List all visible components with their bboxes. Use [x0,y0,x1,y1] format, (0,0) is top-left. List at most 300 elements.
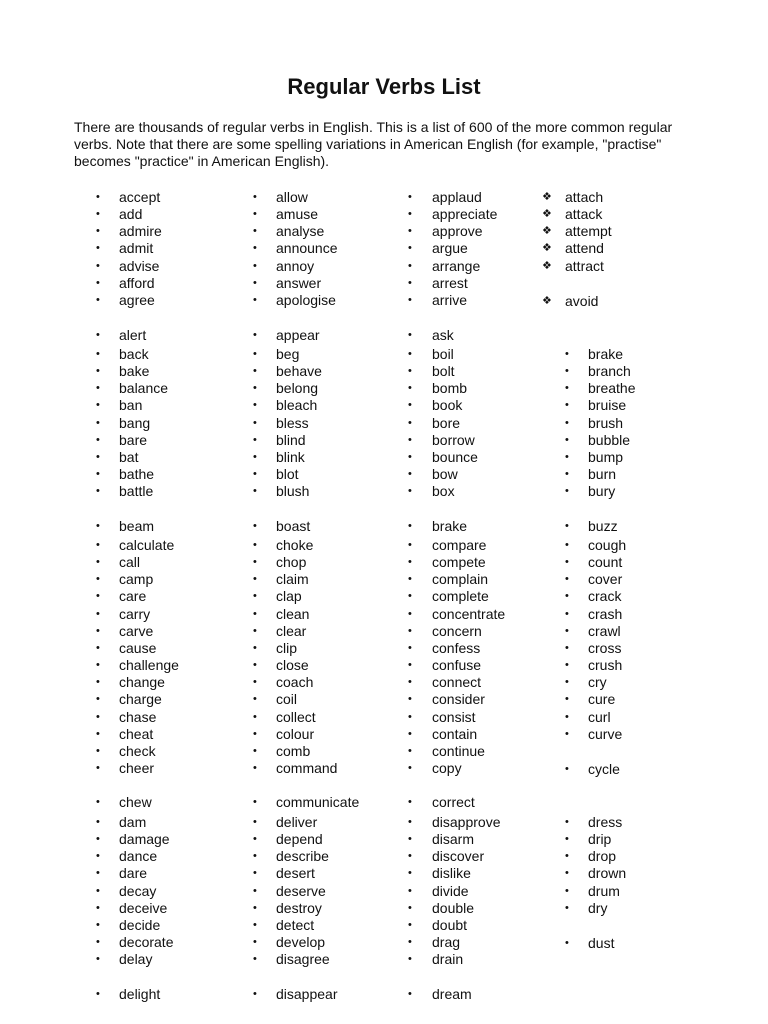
verb-item: contain [432,725,478,742]
verb-item: cover [588,571,623,588]
verb-item: bomb [432,380,468,397]
bullet-icon: • [253,833,257,846]
verb-item: drop [588,848,617,865]
verb-item: arrange [432,257,481,274]
verb-item: double [432,899,475,916]
bullet-icon: • [253,468,257,481]
bullet-icon: • [96,191,100,203]
bullet-icon: • [565,468,569,481]
bullet-icon: • [96,276,100,289]
verb-item: curve [588,725,623,742]
bullet-icon: • [565,641,569,654]
verb-item: bleach [276,397,318,414]
bullet-icon: • [253,416,257,429]
verb-item: box [432,483,455,500]
verb-item: bow [432,466,458,483]
verb-item: arrest [432,274,468,291]
bullet-icon: • [96,242,100,255]
bullet-icon: • [565,433,569,446]
verb-item: challenge [119,657,179,674]
verb-item: annoy [276,257,315,274]
bullet-icon: • [565,816,569,828]
bullet-icon: • [253,433,257,446]
bullet-icon: • [96,539,100,551]
bullet-icon: • [96,727,100,740]
bullet-icon: • [96,520,100,532]
verb-item: consider [432,691,485,708]
bullet-icon: • [565,676,569,689]
bullet-icon: • [253,676,257,689]
bullet-icon: • [253,641,257,654]
bullet-icon: • [408,468,412,481]
verb-item: dislike [432,865,471,882]
verb-item: accept [119,189,161,205]
verb-item: cure [588,691,616,708]
diamond-bullet-icon: ❖ [542,242,552,255]
bullet-icon: • [408,918,412,931]
bullet-icon: • [565,382,569,395]
bullet-icon: • [96,659,100,672]
verb-item: dance [119,848,158,865]
bullet-icon: • [408,573,412,586]
verb-item: depend [276,831,323,848]
verb-item: blind [276,431,306,448]
diamond-bullet-icon: ❖ [542,294,552,307]
bullet-icon: • [408,399,412,412]
bullet-icon: • [565,348,569,360]
bullet-icon: • [96,399,100,412]
verb-item: arrive [432,291,468,308]
verb-item: decide [119,916,161,933]
verb-item: desert [276,865,315,882]
verb-item: allow [276,189,308,205]
verb-item: delight [119,986,161,1002]
bullet-icon: • [565,867,569,880]
bullet-icon: • [408,727,412,740]
verb-item: drag [432,934,461,951]
bullet-icon: • [408,744,412,757]
verb-item: concentrate [432,605,506,622]
bullet-icon: • [565,762,569,775]
bullet-icon: • [408,382,412,395]
verb-item: coach [276,674,314,691]
verb-item: compare [432,537,487,553]
diamond-bullet-icon: ❖ [542,259,552,272]
bullet-icon: • [408,988,412,1000]
verb-item: cheer [119,759,155,776]
bullet-icon: • [408,348,412,360]
verb-item: continue [432,742,485,759]
verb-item: dream [432,986,472,1002]
verb-item: bolt [432,363,455,380]
bullet-icon: • [408,416,412,429]
bullet-icon: • [96,259,100,272]
bullet-icon: • [565,416,569,429]
verb-item: disagree [276,951,330,968]
verb-item: dry [588,899,608,916]
verb-item: dress [588,814,623,830]
verb-item: bruise [588,397,627,414]
verb-item: boast [276,518,311,534]
verb-item: change [119,674,165,691]
verb-item: disappear [276,986,338,1002]
verb-item: behave [276,363,322,380]
bullet-icon: • [408,641,412,654]
verb-item: consist [432,708,476,725]
verb-item: brake [432,518,468,534]
bullet-icon: • [253,761,257,774]
bullet-icon: • [253,901,257,914]
verb-item: blot [276,466,299,483]
bullet-icon: • [96,607,100,620]
bullet-icon: • [253,539,257,551]
verb-item: ban [119,397,143,414]
bullet-icon: • [565,901,569,914]
bullet-icon: • [96,884,100,897]
verb-item: cry [588,674,607,691]
bullet-icon: • [96,468,100,481]
bullet-icon: • [408,276,412,289]
verb-item: add [119,206,143,223]
verb-item: agree [119,291,155,308]
verb-item: blush [276,483,310,500]
verb-item: buzz [588,518,618,534]
bullet-icon: • [408,539,412,551]
diamond-bullet-icon: ❖ [542,208,552,221]
verb-item: detect [276,916,315,933]
bullet-icon: • [408,590,412,603]
bullet-icon: • [565,399,569,412]
verb-item: alert [119,327,147,343]
bullet-icon: • [565,727,569,740]
bullet-icon: • [253,710,257,723]
verb-item: camp [119,571,154,588]
bullet-icon: • [253,329,257,341]
verb-item: branch [588,363,631,380]
verb-item: call [119,554,141,571]
verb-item: deliver [276,814,318,830]
verb-item: carry [119,605,151,622]
verb-item: burn [588,466,617,483]
verb-item: chop [276,554,307,571]
verb-item: amuse [276,206,319,223]
verb-item: admit [119,240,154,257]
bullet-icon: • [408,191,412,203]
verb-item: discover [432,848,485,865]
bullet-icon: • [253,208,257,221]
bullet-icon: • [408,796,412,808]
bullet-icon: • [565,556,569,569]
verb-item: destroy [276,899,322,916]
verb-item: breathe [588,380,636,397]
bullet-icon: • [253,573,257,586]
bullet-icon: • [96,710,100,723]
bullet-icon: • [408,607,412,620]
bullet-icon: • [96,918,100,931]
verb-item: describe [276,848,329,865]
bullet-icon: • [408,433,412,446]
verb-item: communicate [276,794,360,810]
verb-item: boil [432,346,454,362]
bullet-icon: • [565,485,569,498]
bullet-icon: • [96,744,100,757]
bullet-icon: • [565,624,569,637]
bullet-icon: • [253,485,257,498]
bullet-icon: • [96,761,100,774]
bullet-icon: • [253,744,257,757]
diamond-bullet-icon: ❖ [542,225,552,238]
bullet-icon: • [253,936,257,949]
bullet-icon: • [253,191,257,203]
bullet-icon: • [96,676,100,689]
bullet-icon: • [96,624,100,637]
verb-item: afford [119,274,155,291]
verb-item: count [588,554,623,571]
bullet-icon: • [96,590,100,603]
verb-item: chew [119,794,152,810]
bullet-icon: • [565,884,569,897]
verb-item: bounce [432,448,478,465]
verb-item: bury [588,483,616,500]
verb-item: correct [432,794,475,810]
bullet-icon: • [96,329,100,341]
bullet-icon: • [408,293,412,306]
bullet-icon: • [253,796,257,808]
bullet-icon: • [96,208,100,221]
verb-item: connect [432,674,482,691]
bullet-icon: • [253,884,257,897]
bullet-icon: • [408,833,412,846]
verb-item: attach [565,189,604,205]
verb-item: drum [588,882,620,899]
verb-item: dam [119,814,147,830]
verb-item: apologise [276,291,336,308]
bullet-icon: • [408,901,412,914]
bullet-icon: • [253,953,257,966]
verb-item: carve [119,622,154,639]
verb-item: crawl [588,622,621,639]
verb-item: colour [276,725,315,742]
bullet-icon: • [96,988,100,1000]
bullet-icon: • [253,988,257,1000]
verb-item: beam [119,518,155,534]
bullet-icon: • [96,641,100,654]
verb-item: balance [119,380,169,397]
bullet-icon: • [565,450,569,463]
bullet-icon: • [408,676,412,689]
diamond-bullet-icon: ❖ [542,191,552,203]
verb-item: back [119,346,149,362]
bullet-icon: • [253,348,257,360]
verb-item: command [276,759,338,776]
verb-item: dare [119,865,148,882]
bullet-icon: • [253,365,257,378]
bullet-icon: • [408,761,412,774]
bullet-icon: • [565,710,569,723]
verb-item: beg [276,346,300,362]
verb-item: advise [119,257,160,274]
verb-item: curl [588,708,611,725]
verb-item: develop [276,934,326,951]
bullet-icon: • [408,208,412,221]
bullet-icon: • [96,936,100,949]
bullet-icon: • [96,953,100,966]
bullet-icon: • [96,485,100,498]
verb-item: delay [119,951,153,968]
bullet-icon: • [408,867,412,880]
bullet-icon: • [96,901,100,914]
bullet-icon: • [408,693,412,706]
bullet-icon: • [253,520,257,532]
verb-item: attempt [565,223,612,240]
bullet-icon: • [96,433,100,446]
verb-item: belong [276,380,319,397]
verb-item: complain [432,571,489,588]
bullet-icon: • [253,259,257,272]
bullet-icon: • [253,590,257,603]
verb-item: cough [588,537,627,553]
bullet-icon: • [96,693,100,706]
verb-item: appear [276,327,320,343]
verb-item: care [119,588,147,605]
verb-item: doubt [432,916,468,933]
bullet-icon: • [408,450,412,463]
bullet-icon: • [253,867,257,880]
bullet-icon: • [253,399,257,412]
bullet-icon: • [253,918,257,931]
verb-item: blink [276,448,305,465]
verb-item: ask [432,327,454,343]
verb-item: analyse [276,223,325,240]
bullet-icon: • [565,833,569,846]
bullet-icon: • [565,590,569,603]
verb-item: divide [432,882,469,899]
bullet-icon: • [408,259,412,272]
bullet-icon: • [565,365,569,378]
bullet-icon: • [565,607,569,620]
page-title: Regular Verbs List [287,74,481,99]
bullet-icon: • [96,573,100,586]
verb-item: argue [432,240,468,257]
verb-item: dust [588,935,615,952]
bullet-icon: • [565,850,569,863]
bullet-icon: • [408,953,412,966]
bullet-icon: • [96,816,100,828]
bullet-icon: • [253,624,257,637]
verb-item: brake [588,346,624,362]
bullet-icon: • [96,416,100,429]
verb-item: confess [432,639,481,656]
verb-item: applaud [432,189,482,205]
verb-item: close [276,657,309,674]
verb-item: avoid [565,292,599,309]
bullet-icon: • [565,659,569,672]
verb-item: bathe [119,466,155,483]
bullet-icon: • [408,936,412,949]
bullet-icon: • [408,710,412,723]
verb-item: appreciate [432,206,498,223]
bullet-icon: • [408,884,412,897]
verb-item: collect [276,708,316,725]
verb-item: battle [119,483,154,500]
verb-item: bang [119,414,151,431]
bullet-icon: • [408,624,412,637]
bullet-icon: • [253,276,257,289]
verb-item: attend [565,240,604,257]
bullet-icon: • [408,520,412,532]
bullet-icon: • [96,556,100,569]
verb-item: check [119,742,156,759]
verb-item: borrow [432,431,475,448]
bullet-icon: • [408,485,412,498]
bullet-icon: • [565,693,569,706]
bullet-icon: • [96,833,100,846]
verb-item: drown [588,865,627,882]
verb-item: comb [276,742,311,759]
bullet-icon: • [253,242,257,255]
bullet-icon: • [408,556,412,569]
verb-item: clap [276,588,302,605]
verb-item: crush [588,657,623,674]
verb-item: cheat [119,725,154,742]
verb-item: announce [276,240,338,257]
verb-item: cycle [588,760,620,777]
verb-item: deserve [276,882,326,899]
verb-item: charge [119,691,162,708]
verb-item: crack [588,588,622,605]
verb-item: disapprove [432,814,501,830]
bullet-icon: • [253,556,257,569]
verb-item: book [432,397,463,414]
bullet-icon: • [96,348,100,360]
bullet-icon: • [96,796,100,808]
verb-item: confuse [432,657,482,674]
verb-item: coil [276,691,298,708]
verb-item: bump [588,448,624,465]
verb-item: concern [432,622,482,639]
bullet-icon: • [96,382,100,395]
verb-item: approve [432,223,483,240]
bullet-icon: • [408,850,412,863]
bullet-icon: • [253,727,257,740]
verb-item: decorate [119,934,174,951]
bullet-icon: • [565,937,569,950]
verb-item: crash [588,605,623,622]
verb-item: bubble [588,431,631,448]
verb-item: chase [119,708,157,725]
verb-item: cross [588,639,622,656]
verb-item: decay [119,882,157,899]
bullet-icon: • [96,867,100,880]
verb-item: answer [276,274,322,291]
verb-item: choke [276,537,314,553]
verb-item: brush [588,414,624,431]
verb-item: disarm [432,831,475,848]
bullet-icon: • [408,659,412,672]
bullet-icon: • [408,225,412,238]
bullet-icon: • [408,329,412,341]
verb-item: admire [119,223,162,240]
bullet-icon: • [565,573,569,586]
bullet-icon: • [408,365,412,378]
verb-item: clear [276,622,307,639]
bullet-icon: • [96,365,100,378]
verb-item: attract [565,257,604,274]
verb-item: claim [276,571,309,588]
verb-item: clip [276,639,298,656]
verb-item: bless [276,414,309,431]
bullet-icon: • [253,293,257,306]
